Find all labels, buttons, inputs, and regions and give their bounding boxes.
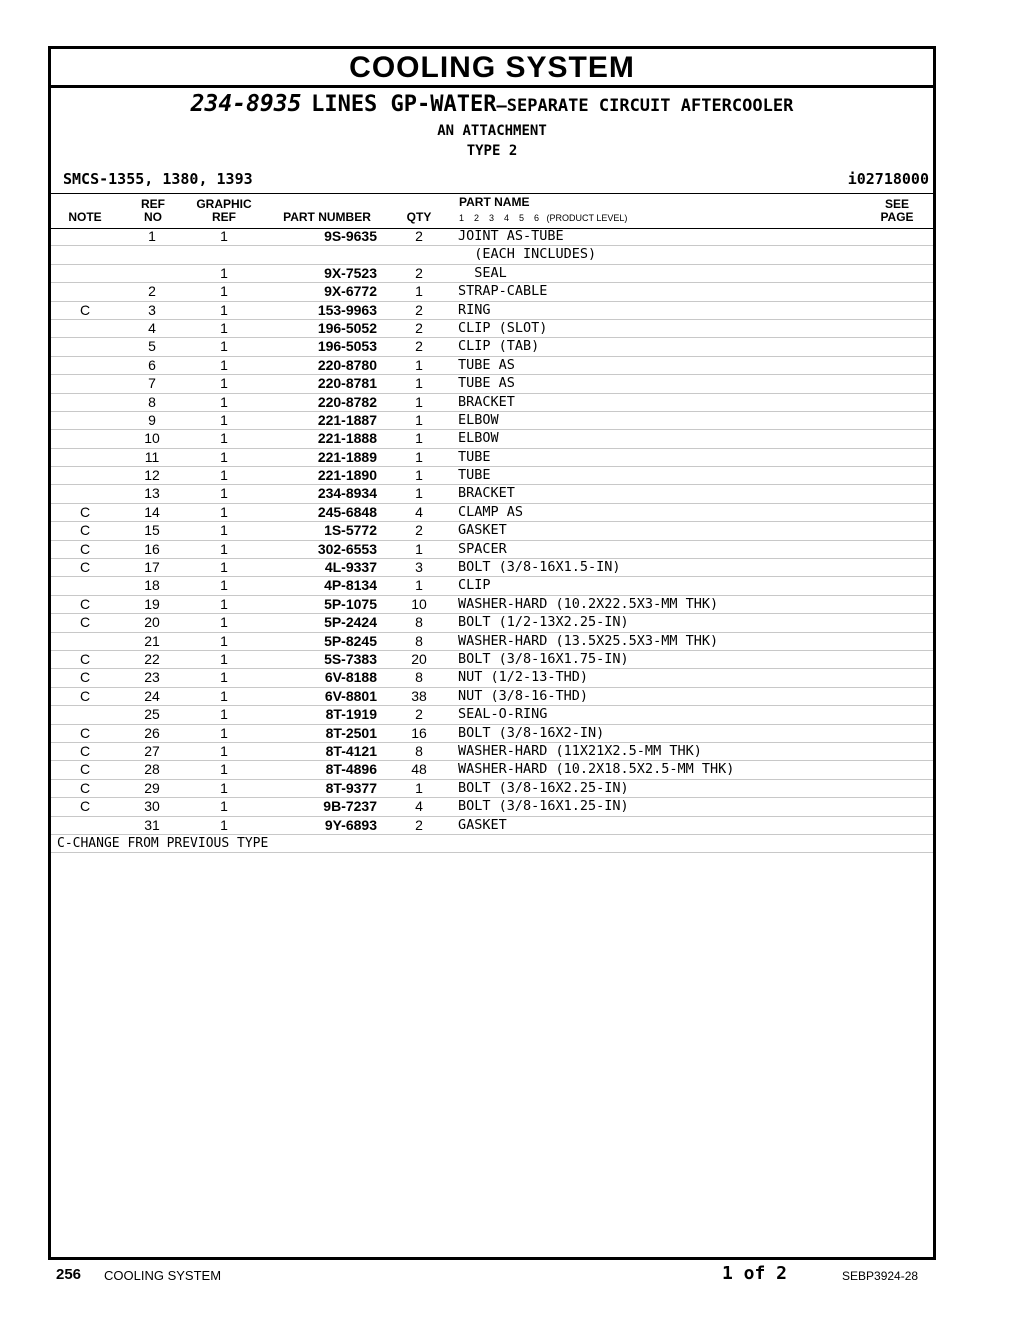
illustration-id: i02718000 bbox=[847, 170, 929, 188]
part-number-cell: 221-1889 bbox=[317, 448, 377, 465]
table-row bbox=[51, 798, 933, 816]
part-number-cell: 5P-2424 bbox=[324, 614, 377, 631]
qty-cell: 8 bbox=[415, 742, 423, 759]
part-name-cell: CLIP (SLOT) bbox=[458, 319, 548, 336]
qty-cell: 16 bbox=[411, 724, 427, 741]
ref-no-cell: 1 bbox=[148, 228, 156, 244]
note-cell: C bbox=[79, 779, 91, 796]
ref-no-cell: 23 bbox=[144, 669, 160, 686]
qty-cell: 8 bbox=[415, 614, 423, 631]
part-number-cell: 9X-6772 bbox=[324, 283, 377, 300]
qty-cell: 2 bbox=[415, 319, 423, 336]
note-cell: C bbox=[79, 522, 91, 539]
note-cell: C bbox=[79, 650, 91, 667]
table-row bbox=[51, 651, 933, 669]
part-number-cell: 6V-8188 bbox=[324, 669, 377, 686]
group-title bbox=[51, 91, 933, 117]
table-row bbox=[51, 430, 933, 448]
part-number-cell: 6V-8801 bbox=[324, 687, 377, 704]
ref-no-cell: 10 bbox=[144, 430, 160, 447]
part-name-cell: CLIP (TAB) bbox=[458, 338, 540, 355]
table-row bbox=[51, 246, 933, 264]
header-see-top: SEE bbox=[884, 197, 909, 211]
footnote: C-CHANGE FROM PREVIOUS TYPE bbox=[57, 835, 269, 851]
part-name-cell: BOLT (3/8-16X1.25-IN) bbox=[458, 798, 629, 815]
header-note: NOTE bbox=[68, 210, 102, 224]
header-ref-top: REF bbox=[141, 197, 165, 211]
table-row bbox=[51, 633, 933, 651]
table-header bbox=[51, 193, 933, 229]
graphic-ref-cell: 1 bbox=[220, 779, 228, 796]
header-part-number: PART NUMBER bbox=[283, 210, 371, 224]
graphic-ref-cell: 1 bbox=[220, 301, 228, 318]
document-id: SEBP3924-28 bbox=[842, 1269, 919, 1283]
graphic-ref-cell: 1 bbox=[220, 595, 228, 612]
note-cell: C bbox=[79, 540, 91, 557]
part-number-cell: 9B-7237 bbox=[323, 798, 377, 815]
part-number-cell: 1S-5772 bbox=[324, 522, 377, 539]
note-cell: C bbox=[79, 761, 91, 778]
graphic-ref-cell: 1 bbox=[220, 485, 228, 502]
part-name-cell: TUBE AS bbox=[458, 375, 515, 392]
graphic-ref-cell: 1 bbox=[220, 650, 228, 667]
part-name-cell: TUBE bbox=[458, 448, 491, 465]
graphic-ref-cell: 1 bbox=[220, 467, 228, 484]
note-cell: C bbox=[79, 742, 91, 759]
part-name-cell: WASHER-HARD (11X21X2.5-MM THK) bbox=[458, 742, 702, 759]
part-name-cell: CLAMP AS bbox=[458, 503, 524, 520]
ref-no-cell: 24 bbox=[144, 687, 160, 704]
graphic-ref-cell: 1 bbox=[220, 687, 228, 704]
graphic-ref-cell: 1 bbox=[220, 669, 228, 686]
graphic-ref-cell: 1 bbox=[220, 356, 228, 373]
ref-no-cell: 2 bbox=[148, 283, 156, 300]
qty-cell: 1 bbox=[415, 448, 423, 465]
table-row bbox=[51, 338, 933, 356]
part-number-cell: 8T-4896 bbox=[325, 761, 377, 778]
qty-cell: 2 bbox=[415, 301, 423, 318]
qty-cell: 38 bbox=[411, 687, 427, 704]
part-number-cell: 4P-8134 bbox=[324, 577, 377, 594]
note-cell: C bbox=[79, 798, 91, 815]
table-row bbox=[51, 449, 933, 467]
part-name-cell: TUBE bbox=[458, 467, 491, 484]
table-row bbox=[51, 522, 933, 540]
header-ref-bottom: NO bbox=[144, 210, 162, 224]
ref-no-cell: 8 bbox=[148, 393, 156, 410]
ref-no-cell: 30 bbox=[144, 798, 160, 815]
part-number-cell: 8T-1919 bbox=[325, 706, 377, 723]
part-number-cell: 220-8781 bbox=[317, 375, 377, 392]
part-name-cell: JOINT AS-TUBE bbox=[458, 228, 564, 244]
qty-cell: 1 bbox=[415, 356, 423, 373]
part-number-cell: 221-1887 bbox=[317, 411, 377, 428]
qty-cell: 1 bbox=[415, 283, 423, 300]
graphic-ref-cell: 1 bbox=[220, 798, 228, 815]
ref-no-cell: 22 bbox=[144, 650, 160, 667]
part-number-cell: 220-8780 bbox=[317, 356, 377, 373]
graphic-ref-cell: 1 bbox=[220, 393, 228, 410]
part-name-cell: BOLT (3/8-16X2-IN) bbox=[458, 724, 605, 741]
qty-cell: 1 bbox=[415, 540, 423, 557]
part-name-cell: NUT (1/2-13-THD) bbox=[458, 669, 589, 686]
part-name-cell: ELBOW bbox=[458, 411, 499, 428]
graphic-ref-cell: 1 bbox=[220, 375, 228, 392]
table-row bbox=[51, 817, 933, 835]
table-row bbox=[51, 375, 933, 393]
qty-cell: 4 bbox=[415, 798, 423, 815]
ref-no-cell: 25 bbox=[144, 706, 160, 723]
part-name-cell: ELBOW bbox=[458, 430, 499, 447]
table-row bbox=[51, 688, 933, 706]
ref-no-cell: 16 bbox=[144, 540, 160, 557]
part-name-cell: GASKET bbox=[458, 522, 507, 539]
note-cell: C bbox=[79, 687, 91, 704]
qty-cell: 20 bbox=[411, 650, 427, 667]
table-row bbox=[51, 559, 933, 577]
part-name-cell: SEAL bbox=[458, 264, 507, 281]
header-part-name: PART NAME bbox=[459, 195, 530, 209]
graphic-ref-cell: 1 bbox=[220, 319, 228, 336]
page-of: 1 of 2 bbox=[722, 1263, 788, 1284]
group-subtitle-type: TYPE 2 bbox=[466, 143, 518, 159]
ref-no-cell: 7 bbox=[148, 375, 156, 392]
table-row bbox=[51, 725, 933, 743]
part-number-cell: 8T-9377 bbox=[325, 779, 377, 796]
ref-no-cell: 19 bbox=[144, 595, 160, 612]
section-title: COOLING SYSTEM bbox=[51, 49, 933, 88]
ref-no-cell: 11 bbox=[144, 448, 160, 465]
part-name-cell: WASHER-HARD (10.2X18.5X2.5-MM THK) bbox=[458, 761, 735, 778]
graphic-ref-cell: 1 bbox=[220, 632, 228, 649]
table-row bbox=[51, 467, 933, 485]
header-product-levels: 1 2 3 4 5 6 (PRODUCT LEVEL) bbox=[459, 213, 628, 223]
ref-no-cell: 21 bbox=[144, 632, 160, 649]
ref-no-cell: 3 bbox=[148, 301, 156, 318]
part-number-cell: 234-8934 bbox=[317, 485, 377, 502]
part-number-cell: 8T-4121 bbox=[325, 742, 377, 759]
graphic-ref-cell: 1 bbox=[220, 816, 228, 833]
graphic-ref-cell: 1 bbox=[220, 411, 228, 428]
qty-cell: 1 bbox=[415, 779, 423, 796]
qty-cell: 2 bbox=[415, 816, 423, 833]
graphic-ref-cell: 1 bbox=[220, 228, 228, 244]
qty-cell: 8 bbox=[415, 632, 423, 649]
note-cell: C bbox=[79, 595, 91, 612]
qty-cell: 48 bbox=[411, 761, 427, 778]
part-name-cell: CLIP bbox=[458, 577, 491, 594]
ref-no-cell: 31 bbox=[144, 816, 160, 833]
qty-cell: 2 bbox=[415, 522, 423, 539]
page-frame bbox=[48, 46, 936, 1260]
qty-cell: 10 bbox=[411, 595, 427, 612]
table-row bbox=[51, 504, 933, 522]
qty-cell: 8 bbox=[415, 669, 423, 686]
graphic-ref-cell: 1 bbox=[220, 706, 228, 723]
graphic-ref-cell: 1 bbox=[220, 577, 228, 594]
table-row bbox=[51, 614, 933, 632]
note-cell: C bbox=[79, 614, 91, 631]
note-cell: C bbox=[79, 669, 91, 686]
header-qty: QTY bbox=[406, 210, 432, 224]
group-name: LINES GP-WATER bbox=[311, 92, 497, 117]
table-row bbox=[51, 265, 933, 283]
table-row bbox=[51, 228, 933, 246]
graphic-ref-cell: 1 bbox=[220, 614, 228, 631]
graphic-ref-cell: 1 bbox=[220, 430, 228, 447]
qty-cell: 2 bbox=[415, 228, 423, 244]
table-row bbox=[51, 283, 933, 301]
qty-cell: 1 bbox=[415, 393, 423, 410]
part-name-cell: BOLT (3/8-16X1.5-IN) bbox=[458, 559, 621, 576]
part-name-cell: BRACKET bbox=[458, 393, 515, 410]
qty-cell: 1 bbox=[415, 485, 423, 502]
part-name-cell: WASHER-HARD (13.5X25.5X3-MM THK) bbox=[458, 632, 719, 649]
ref-no-cell: 6 bbox=[148, 356, 156, 373]
part-name-cell: BRACKET bbox=[458, 485, 515, 502]
part-number-cell: 221-1890 bbox=[317, 467, 377, 484]
graphic-ref-cell: 1 bbox=[220, 264, 228, 281]
part-number-cell: 9X-7523 bbox=[324, 264, 377, 281]
qty-cell: 1 bbox=[415, 577, 423, 594]
table-row bbox=[51, 357, 933, 375]
note-cell: C bbox=[79, 503, 91, 520]
ref-no-cell: 28 bbox=[144, 761, 160, 778]
part-number-cell: 220-8782 bbox=[317, 393, 377, 410]
ref-no-cell: 20 bbox=[144, 614, 160, 631]
part-number-cell: 302-6553 bbox=[317, 540, 377, 557]
graphic-ref-cell: 1 bbox=[220, 522, 228, 539]
ref-no-cell: 27 bbox=[144, 742, 160, 759]
qty-cell: 2 bbox=[415, 706, 423, 723]
part-name-cell: BOLT (3/8-16X1.75-IN) bbox=[458, 650, 629, 667]
table-row bbox=[51, 743, 933, 761]
graphic-ref-cell: 1 bbox=[220, 283, 228, 300]
qty-cell: 4 bbox=[415, 503, 423, 520]
part-name-cell: SEAL-O-RING bbox=[458, 706, 548, 723]
ref-no-cell: 9 bbox=[148, 411, 156, 428]
qty-cell: 3 bbox=[415, 559, 423, 576]
ref-no-cell: 26 bbox=[144, 724, 160, 741]
table-row bbox=[51, 485, 933, 503]
smcs-codes: SMCS-1355, 1380, 1393 bbox=[63, 170, 253, 188]
graphic-ref-cell: 1 bbox=[220, 559, 228, 576]
part-name-cell: STRAP-CABLE bbox=[458, 283, 548, 300]
qty-cell: 2 bbox=[415, 264, 423, 281]
footnote-row bbox=[51, 835, 933, 853]
table-row bbox=[51, 761, 933, 779]
table-row bbox=[51, 669, 933, 687]
graphic-ref-cell: 1 bbox=[220, 448, 228, 465]
graphic-ref-cell: 1 bbox=[220, 540, 228, 557]
table-row bbox=[51, 596, 933, 614]
note-cell: C bbox=[79, 301, 91, 318]
part-name-cell: TUBE AS bbox=[458, 356, 515, 373]
table-row bbox=[51, 780, 933, 798]
ref-no-cell: 15 bbox=[144, 522, 160, 539]
part-name-cell: SPACER bbox=[458, 540, 507, 557]
table-row bbox=[51, 706, 933, 724]
ref-no-cell: 13 bbox=[144, 485, 160, 502]
page-number: 256 bbox=[56, 1266, 82, 1283]
footer-section: COOLING SYSTEM bbox=[104, 1268, 222, 1283]
part-number-cell: 221-1888 bbox=[317, 430, 377, 447]
qty-cell: 2 bbox=[415, 338, 423, 355]
part-name-cell: RING bbox=[458, 301, 491, 318]
header-graphic-bottom: REF bbox=[212, 210, 236, 224]
part-name-cell: NUT (3/8-16-THD) bbox=[458, 687, 589, 704]
note-cell: C bbox=[79, 724, 91, 741]
qty-cell: 1 bbox=[415, 430, 423, 447]
part-number-cell: 245-6848 bbox=[317, 503, 377, 520]
ref-no-cell: 18 bbox=[144, 577, 160, 594]
part-name-cell: BOLT (1/2-13X2.25-IN) bbox=[458, 614, 629, 631]
group-number: 234-8935 bbox=[190, 91, 302, 117]
qty-cell: 1 bbox=[415, 375, 423, 392]
ref-no-cell: 29 bbox=[144, 779, 160, 796]
part-name-cell: BOLT (3/8-16X2.25-IN) bbox=[458, 779, 629, 796]
qty-cell: 1 bbox=[415, 411, 423, 428]
graphic-ref-cell: 1 bbox=[220, 724, 228, 741]
part-number-cell: 5P-8245 bbox=[324, 632, 377, 649]
ref-no-cell: 5 bbox=[148, 338, 156, 355]
graphic-ref-cell: 1 bbox=[220, 503, 228, 520]
graphic-ref-cell: 1 bbox=[220, 338, 228, 355]
table-row bbox=[51, 320, 933, 338]
part-name-cell: WASHER-HARD (10.2X22.5X3-MM THK) bbox=[458, 595, 719, 612]
part-name-cell: GASKET bbox=[458, 816, 507, 833]
ref-no-cell: 4 bbox=[148, 319, 156, 336]
part-number-cell: 153-9963 bbox=[317, 301, 377, 318]
graphic-ref-cell: 1 bbox=[220, 761, 228, 778]
part-number-cell: 5S-7383 bbox=[324, 650, 377, 667]
ref-no-cell: 17 bbox=[144, 559, 160, 576]
note-cell: C bbox=[79, 559, 91, 576]
table-row bbox=[51, 541, 933, 559]
qty-cell: 1 bbox=[415, 467, 423, 484]
part-number-cell: 9Y-6893 bbox=[324, 816, 377, 833]
group-subtitle-attachment: AN ATTACHMENT bbox=[437, 123, 547, 139]
part-number-cell: 5P-1075 bbox=[324, 595, 377, 612]
table-row bbox=[51, 394, 933, 412]
part-number-cell: 196-5052 bbox=[317, 319, 377, 336]
part-number-cell: 4L-9337 bbox=[324, 559, 377, 576]
part-name-cell: (EACH INCLUDES) bbox=[458, 246, 597, 263]
table-row bbox=[51, 302, 933, 320]
ref-no-cell: 12 bbox=[144, 467, 160, 484]
table-row bbox=[51, 412, 933, 430]
group-name-suffix: —SEPARATE CIRCUIT AFTERCOOLER bbox=[496, 96, 794, 116]
table-row bbox=[51, 577, 933, 595]
header-see-bottom: PAGE bbox=[880, 210, 914, 224]
part-number-cell: 8T-2501 bbox=[325, 724, 377, 741]
part-number-cell: 9S-9635 bbox=[324, 228, 377, 244]
header-graphic-top: GRAPHIC bbox=[196, 197, 252, 211]
ref-no-cell: 14 bbox=[144, 503, 160, 520]
graphic-ref-cell: 1 bbox=[220, 742, 228, 759]
parts-table-body bbox=[51, 228, 933, 853]
part-number-cell: 196-5053 bbox=[317, 338, 377, 355]
